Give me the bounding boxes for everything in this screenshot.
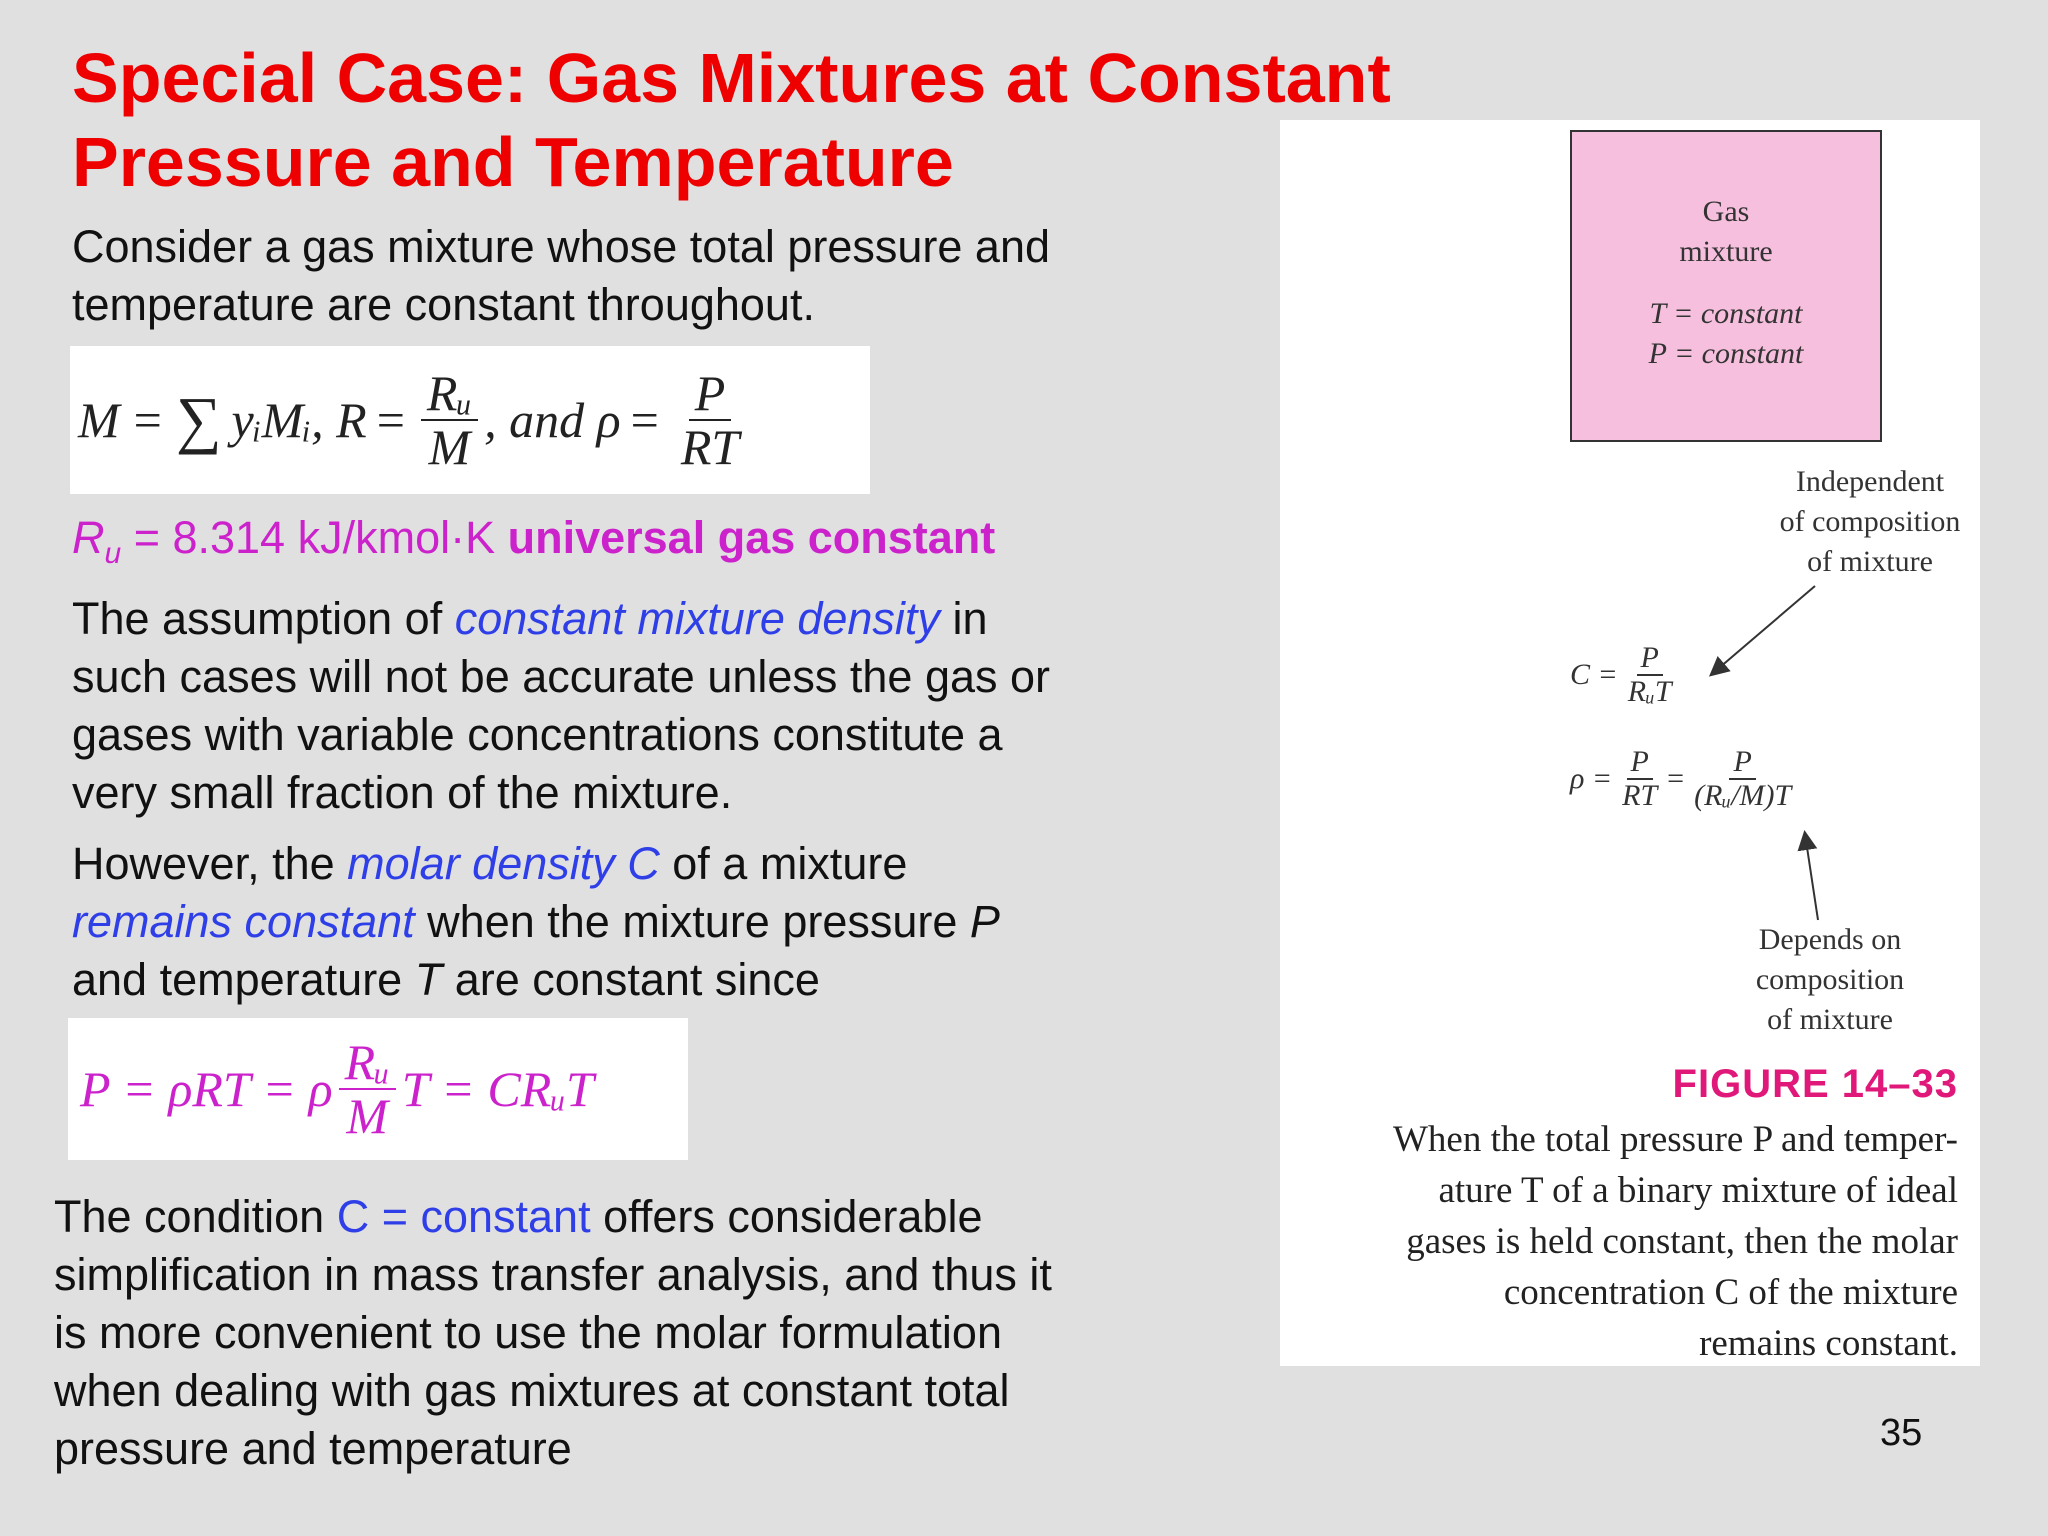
title-line-2: Pressure and Temperature (72, 123, 954, 201)
however-line-2 (72, 893, 1000, 951)
box-label-2: mixture (1679, 235, 1773, 268)
however-highlight-2: remains constant (72, 896, 415, 947)
note-top-1: Independent (1795, 465, 1945, 498)
however-post-1: of a mixture (659, 838, 908, 889)
eq1-sum-term: yᵢMᵢ, R (231, 392, 367, 448)
eq1-sigma: ∑ (175, 384, 222, 455)
fig-rho-fraction-1 (1618, 746, 1661, 811)
caption-line-1: When the total pressure P and temper- (1392, 1119, 1958, 1160)
however-post-2: when the mixture pressure (414, 896, 970, 947)
fig-c-fraction (1624, 642, 1676, 707)
eq1-r-den: M (428, 419, 471, 475)
box-p-constant: P = constant (1648, 337, 1804, 370)
eq2-frac-den: M (346, 1088, 388, 1144)
conclusion-highlight: C = constant (336, 1191, 591, 1242)
note-top-3: of mixture (1807, 545, 1933, 578)
ru-subscript: u (104, 537, 122, 570)
note-top-2: of composition (1779, 505, 1961, 538)
caption-line-3: gases is held constant, then the molar (1406, 1221, 1958, 1262)
assumption-post: in (939, 593, 988, 644)
however-highlight-1: molar density C (347, 838, 660, 889)
box-label-1: Gas (1702, 195, 1750, 228)
figure-caption-title: FIGURE 14–33 (1672, 1062, 1958, 1106)
conclusion-paragraph (54, 1188, 1052, 1478)
eq1-equals-2: = (376, 392, 405, 448)
arrow-to-c (1712, 586, 1815, 674)
fig-c-num: P (1637, 642, 1663, 676)
eq1-r-fraction (421, 364, 478, 475)
conclusion-line-4: when dealing with gas mixtures at constant total (54, 1365, 1010, 1416)
caption-line-2: ature T of a binary mixture of ideal (1438, 1170, 1958, 1211)
fig-rho-den-1: RT (1622, 778, 1658, 812)
note-bot-3: of mixture (1767, 1003, 1893, 1036)
conclusion-post: offers considerable (590, 1191, 983, 1242)
eq1-rho-fraction (675, 364, 745, 475)
box-t-constant: T = constant (1649, 297, 1803, 330)
assumption-paragraph (72, 590, 1050, 822)
assumption-pre: The assumption of (72, 593, 455, 644)
fig-rho-num-2: P (1729, 746, 1755, 780)
assumption-line-1 (72, 590, 1050, 648)
however-line3-post: are constant since (442, 954, 820, 1005)
gas-constant-line (72, 512, 995, 571)
figure-caption (1278, 1114, 1958, 1369)
title-line-1: Special Case: Gas Mixtures at Constant (72, 39, 1391, 117)
intro-line-1: Consider a gas mixture whose total pressure and (72, 221, 1051, 272)
however-t-symbol: T (414, 954, 443, 1005)
ru-symbol: R (72, 512, 105, 563)
however-pre: However, the (72, 838, 348, 889)
fig-rho-num-1: P (1627, 746, 1653, 780)
note-bot-2: composition (1755, 963, 1905, 996)
fig-rho-lhs: ρ = (1570, 761, 1613, 795)
figure-c-equation (1570, 642, 1682, 707)
ideal-gas-molar-equation (68, 1018, 688, 1160)
note-depends (1700, 920, 1960, 1040)
note-bot-1: Depends on (1758, 923, 1902, 956)
eq1-r-num: Rᵤ (421, 367, 478, 422)
fig-rho-fraction-2 (1690, 746, 1795, 811)
assumption-highlight: constant mixture density (454, 593, 940, 644)
conclusion-line-5: pressure and temperature (54, 1423, 572, 1474)
eq2-fraction (339, 1033, 396, 1144)
ru-label: universal gas constant (507, 512, 996, 563)
ru-value: = 8.314 kJ/kmol·K (121, 512, 508, 563)
fig-c-lhs: C = (1570, 657, 1618, 691)
assumption-line-4: very small fraction of the mixture. (72, 767, 733, 818)
however-paragraph (72, 835, 1000, 1009)
slide-title (72, 36, 1392, 204)
however-p-symbol: P (969, 896, 1000, 947)
conclusion-line-3: is more convenient to use the molar formulation (54, 1307, 1002, 1358)
eq1-rho-den: RT (680, 419, 740, 475)
page-number: 35 (1880, 1412, 1923, 1454)
eq1-m: M (78, 392, 120, 448)
eq2-frac-num: Rᵤ (339, 1036, 396, 1091)
intro-paragraph (72, 218, 1050, 334)
figure-panel (1280, 120, 1980, 1366)
fig-rho-den-2: (Rᵤ/M)T (1694, 778, 1792, 812)
fig-rho-equals: = (1667, 761, 1685, 795)
intro-line-2: temperature are constant throughout. (72, 279, 815, 330)
however-line3-pre: and temperature (72, 954, 415, 1005)
eq1-equals-3: = (630, 392, 659, 448)
eq2-rhs: T = CRᵤT (401, 1061, 594, 1117)
assumption-line-3: gases with variable concentrations constitute a (72, 709, 1003, 760)
eq1-equals: = (133, 392, 162, 448)
arrow-to-rho (1805, 834, 1818, 920)
eq2-lhs: P = ρRT = ρ (80, 1061, 333, 1117)
fig-c-den: RᵤT (1627, 674, 1672, 708)
conclusion-line-1 (54, 1188, 1052, 1246)
conclusion-line-2: simplification in mass transfer analysis, and thus it (54, 1249, 1052, 1300)
eq1-rho-num: P (689, 367, 732, 422)
conclusion-pre: The condition (54, 1191, 337, 1242)
caption-line-5: remains constant. (1699, 1323, 1958, 1364)
molar-mass-equation (70, 346, 870, 494)
however-line-3 (72, 951, 1000, 1009)
however-line-1 (72, 835, 1000, 893)
caption-line-4: concentration C of the mixture (1503, 1272, 1958, 1313)
eq1-and-rho: , and ρ (484, 392, 621, 448)
assumption-line-2: such cases will not be accurate unless the gas or (72, 651, 1051, 702)
figure-rho-equation (1570, 746, 1801, 811)
